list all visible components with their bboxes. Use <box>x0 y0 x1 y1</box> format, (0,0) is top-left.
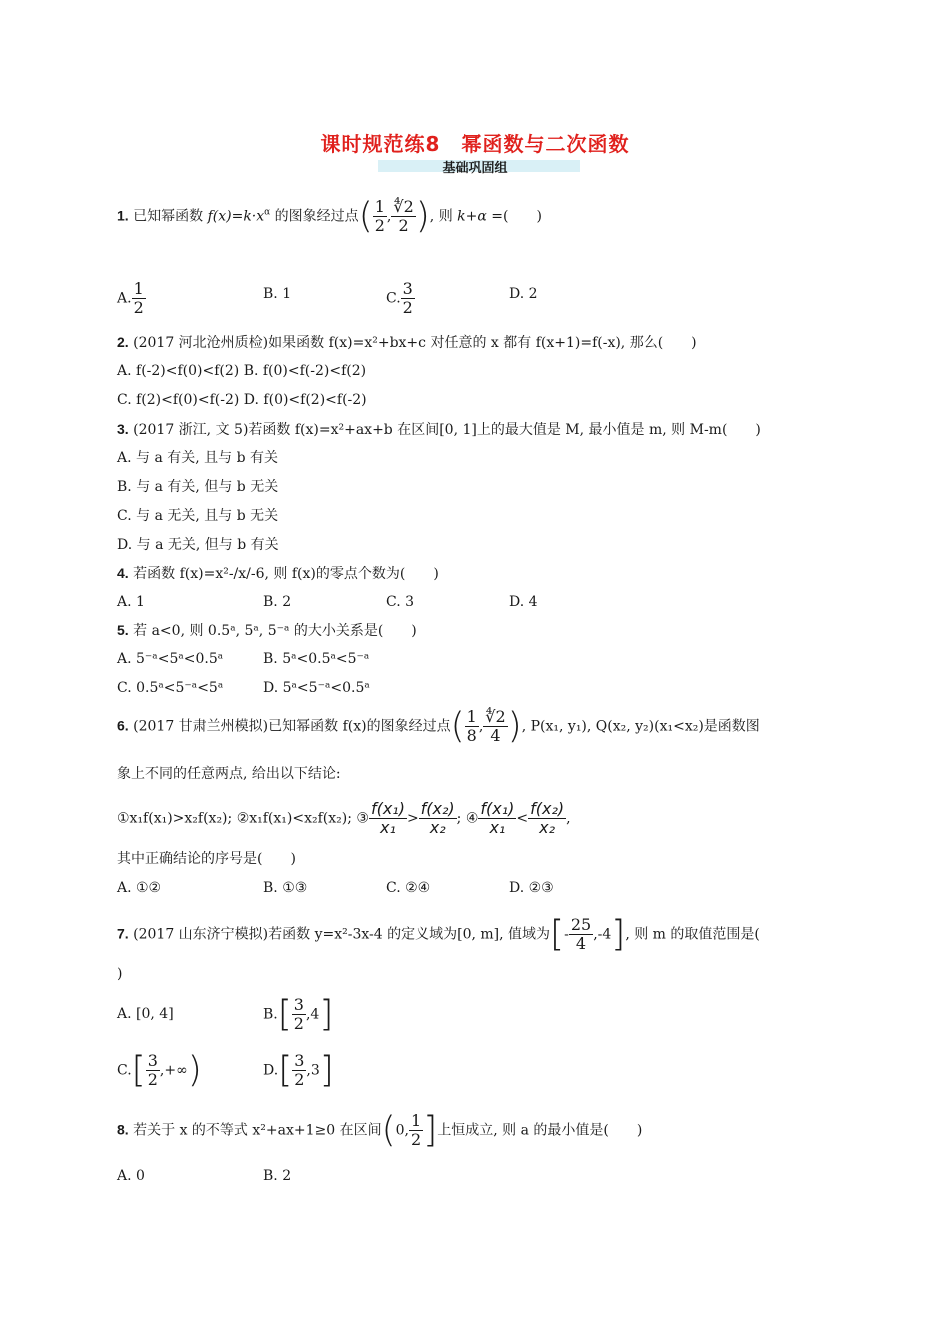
question-text: , 则 <box>429 208 458 225</box>
option-d: D. 5ᵃ<5⁻ᵃ<0.5ᵃ <box>263 680 370 696</box>
option-b: B. 1 <box>263 286 292 302</box>
option-b: B. 与 a 有关, 但与 b 无关 <box>117 479 279 495</box>
option-b: B. ①③ <box>263 880 308 896</box>
question-4 <box>117 563 439 584</box>
question-text: 已知幂函数 f(x)的图象经过点 <box>268 718 451 735</box>
option-a: A. 5⁻ᵃ<5ᵃ<0.5ᵃ <box>117 651 224 667</box>
option-d: D.[ $\frac{3}{2}$ ,3] <box>263 1049 334 1091</box>
question-1: 1. 已知幂函数 $f(x)=k\cdot x^\alpha$ 的图象经过点( $\frac{1}{2}$ , $\frac{∜2}{2}$ ), 则 k+α =( ) <box>117 195 542 237</box>
fraction: $\frac{∜2}{4}$ <box>485 707 506 745</box>
question-text: 若关于 x 的不等式 x²+ax+1≥0 在区间 <box>133 1122 382 1139</box>
question-text: 上恒成立, 则 a 的最小值是( ) <box>437 1122 643 1139</box>
option-d: D. 4 <box>509 594 538 610</box>
option-b: B. 2 <box>263 594 292 610</box>
fraction: $\frac{\text{f(x₂)}}{\text{x₂}}$ <box>530 799 565 837</box>
options-ab: A. f(-2)<f(0)<f(2) B. f(0)<f(-2)<f(2) <box>117 363 367 379</box>
fraction: $\frac{\text{f(x₁)}}{\text{x₁}}$ <box>370 799 405 837</box>
options-cd: C. f(2)<f(0)<f(-2) D. f(0)<f(2)<f(-2) <box>117 392 367 408</box>
option-c: C. $\frac{3}{2}$ <box>386 279 413 317</box>
question-text: 的图象经过点 <box>270 208 359 225</box>
section-title: 基础巩固组 <box>442 161 508 176</box>
question-2 <box>117 332 697 353</box>
option-c: C. 0.5ᵃ<5⁻ᵃ<5ᵃ <box>117 680 224 696</box>
question-text: =( ) <box>486 208 542 225</box>
option-c: C. 3 <box>386 594 415 610</box>
option-a: A. [0, 4] <box>117 1006 174 1022</box>
option-a: A. 与 a 有关, 且与 b 有关 <box>117 450 279 466</box>
option-a: A. $\frac{1}{2}$ <box>117 279 144 317</box>
option-b: B.[ $\frac{3}{2}$ ,4] <box>263 993 334 1035</box>
question-number: 5. <box>117 622 129 638</box>
option-a: A. 0 <box>117 1168 145 1184</box>
fraction: $\frac{1}{2}$ <box>374 197 385 235</box>
question-5 <box>117 620 417 641</box>
question-text: 若函数 f(x)=x²+ax+b 在区间[0, 1]上的最大值是 M, 最小值是 m, 则 M-m( ) <box>248 422 761 438</box>
question-number: 8. <box>117 1121 129 1138</box>
option-a: A. 1 <box>117 594 145 610</box>
question-text: 若函数 y=x²-3x-4 的定义域为[0, m], 值域为 <box>268 926 551 943</box>
question-text: 其中正确结论的序号是( ) <box>117 851 296 867</box>
math-expr: k+α <box>457 208 487 225</box>
fraction: $\frac{∜2}{2}$ <box>393 197 414 235</box>
option-b: B. 2 <box>263 1168 292 1184</box>
question-text: ) <box>117 966 123 982</box>
option-a: A. ①② <box>117 880 162 896</box>
conclusions: ①x₁f(x₁)>x₂f(x₂); ②x₁f(x₁)<x₂f(x₂); ③ $\frac{\text{f(x₁)}}{\text{x₁}}$ > $\frac{\text{f(x₂)}}{\text{x₂}}$ ; ④ $\frac{\text{f(x₁)}}{\text{x₁}}$ < $\frac{\text{f(x₂)}}{\text{x₂}}$ , <box>117 799 571 837</box>
fraction: $\frac{\text{f(x₂)}}{\text{x₂}}$ <box>420 799 455 837</box>
option-c: C.[ $\frac{3}{2}$ ,+∞) <box>117 1049 202 1091</box>
question-source: (2017 浙江, 文 5) <box>133 422 249 438</box>
question-number: 4. <box>117 565 129 581</box>
question-number: 2. <box>117 334 129 350</box>
option-c: C. 与 a 无关, 且与 b 无关 <box>117 508 279 524</box>
question-text: , 则 m 的取值范围是( <box>625 926 760 943</box>
question-source: (2017 山东济宁模拟) <box>133 926 269 943</box>
fraction: $\frac{25}{4}$ <box>570 915 592 953</box>
question-text: 若函数 f(x)=x²-/x/-6, 则 f(x)的零点个数为( ) <box>133 566 439 582</box>
fraction: $\frac{1}{8}$ <box>466 707 477 745</box>
option-c: C. ②④ <box>386 880 431 896</box>
exponent: α <box>264 207 271 218</box>
question-source: (2017 河北沧州质检) <box>133 335 269 351</box>
question-8: 8. 若关于 x 的不等式 x²+ax+1≥0 在区间(0, $\frac{1}{2}$ ]上恒成立, 则 a 的最小值是( ) <box>117 1109 643 1151</box>
question-text: 已知幂函数 <box>133 208 208 225</box>
question-source: (2017 甘肃兰州模拟) <box>133 718 269 735</box>
question-text: 如果函数 f(x)=x²+bx+c 对任意的 x 都有 f(x+1)=f(-x), 那么( ) <box>268 335 697 351</box>
question-number: 3. <box>117 421 129 437</box>
question-6: 6. (2017 甘肃兰州模拟)已知幂函数 f(x)的图象经过点( $\frac{1}{8}$ , $\frac{∜2}{4}$ ), P(x₁, y₁), Q(x₂, y₂)(x₁<x₂)是函数图 <box>117 705 760 747</box>
question-number: 1. <box>117 207 129 224</box>
option-d: D. 2 <box>509 286 538 302</box>
question-text: 象上不同的任意两点, 给出以下结论: <box>117 766 341 782</box>
option-d: D. ②③ <box>509 880 554 896</box>
fraction: $\frac{1}{2}$ <box>411 1111 422 1149</box>
question-3 <box>117 419 761 440</box>
fraction: $\frac{\text{f(x₁)}}{\text{x₁}}$ <box>480 799 515 837</box>
option-b: B. 5ᵃ<0.5ᵃ<5⁻ᵃ <box>263 651 370 667</box>
question-text: 若 a<0, 则 0.5ᵃ, 5ᵃ, 5⁻ᵃ 的大小关系是( ) <box>133 623 417 639</box>
math-expr: f(x)=k·x <box>207 208 265 225</box>
question-text: , P(x₁, y₁), Q(x₂, y₂)(x₁<x₂)是函数图 <box>521 718 760 735</box>
question-number: 7. <box>117 925 129 942</box>
option-d: D. 与 a 无关, 但与 b 有关 <box>117 537 279 553</box>
page-title: 课时规范练8 幂函数与二次函数 <box>320 132 630 156</box>
question-number: 6. <box>117 717 129 734</box>
question-7: 7. (2017 山东济宁模拟)若函数 y=x²-3x-4 的定义域为[0, m], 值域为[- $\frac{25}{4}$ ,-4], 则 m 的取值范围是( <box>117 913 760 955</box>
